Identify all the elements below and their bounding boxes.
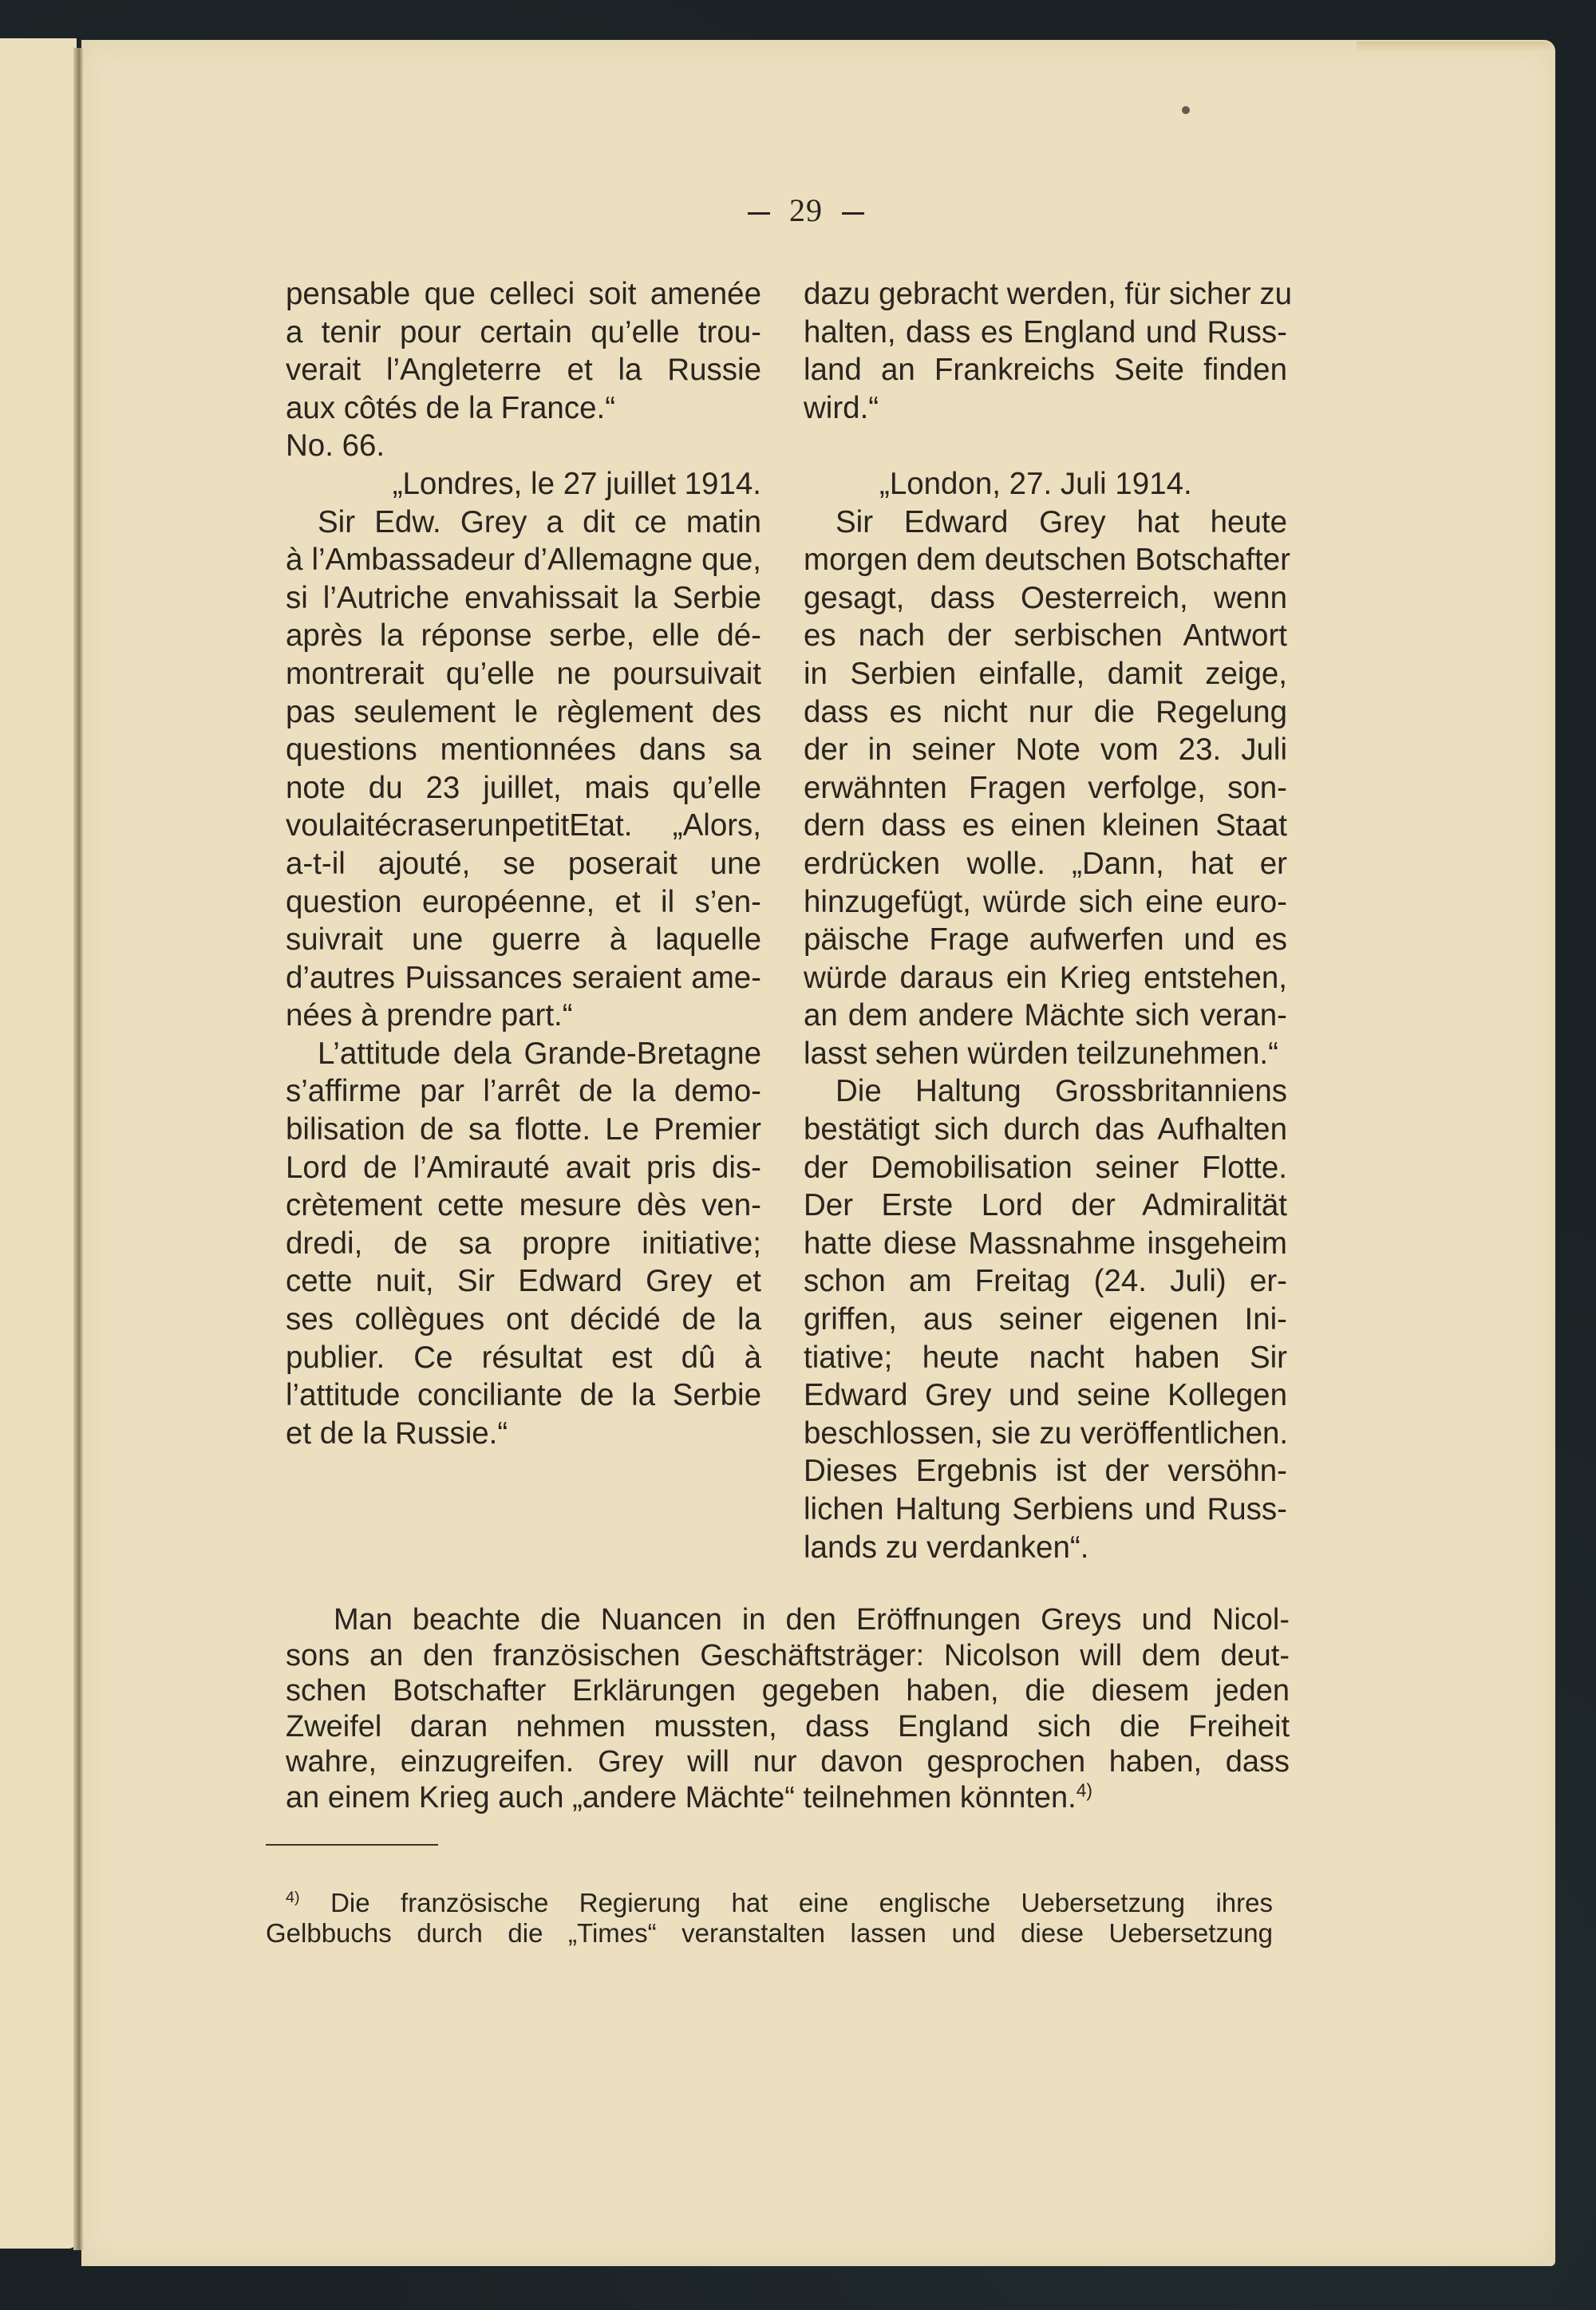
text-line-content: an einem Krieg auch „andere Mächte“ teilnehmen könnten. bbox=[286, 1780, 1077, 1814]
text-line: morgen dem deutschen Botschafter bbox=[804, 543, 1290, 578]
text-line: Edward Grey und seine Kollegen bbox=[804, 1378, 1287, 1413]
text-line: s’affirme par l’arrêt de la demo- bbox=[286, 1074, 761, 1109]
text-line: verait l’Angleterre et la Russie bbox=[286, 353, 761, 388]
text-line: gesagt, dass Oesterreich, wenn bbox=[804, 580, 1287, 615]
text-line: aux côtés de la France.“ bbox=[286, 390, 616, 425]
text-line: l’attitude conciliante de la Serbie bbox=[286, 1378, 761, 1413]
text-line: a tenir pour certain qu’elle trou- bbox=[286, 314, 761, 349]
page-number-dash-left bbox=[748, 212, 770, 215]
text-line-content: Die französische Regierung hat eine englische Uebersetzung ihres bbox=[330, 1888, 1274, 1917]
text-line: hatte diese Massnahme insgeheim bbox=[804, 1226, 1287, 1261]
text-line: Der Erste Lord der Admiralität bbox=[804, 1188, 1287, 1223]
book-gutter bbox=[73, 48, 83, 2250]
text-line: in Serbien einfalle, damit zeige, bbox=[804, 656, 1287, 691]
commentary-paragraph bbox=[286, 1602, 1290, 1815]
text-line: questions mentionnées dans sa bbox=[286, 732, 761, 768]
text-line: pensable que celleci soit amenée bbox=[286, 277, 761, 311]
page-stack-edge bbox=[1357, 41, 1551, 53]
text-line: der in seiner Note vom 23. Juli bbox=[804, 732, 1287, 768]
dateline: „London, 27. Juli 1914. bbox=[879, 466, 1192, 501]
text-line: L’attitude dela Grande-Bretagne bbox=[318, 1036, 761, 1071]
text-line: erwähnten Fragen verfolge, son- bbox=[804, 770, 1287, 805]
footnote-marker: 4) bbox=[286, 1889, 300, 1906]
text-line: montrerait qu’elle ne poursuivait bbox=[286, 656, 761, 691]
text-line: à l’Ambassadeur d’Allemagne que, bbox=[286, 543, 761, 578]
text-line: würde daraus ein Krieg entstehen, bbox=[804, 960, 1287, 995]
dateline: „Londres, le 27 juillet 1914. bbox=[392, 466, 761, 501]
text-line: schen Botschafter Erklärungen gegeben haben, die diesem jeden bbox=[286, 1674, 1290, 1708]
text-line: cette nuit, Sir Edward Grey et bbox=[286, 1264, 761, 1299]
text-line: Dieses Ergebnis ist der versöhn- bbox=[804, 1454, 1287, 1489]
text-line: dass es nicht nur die Regelung bbox=[804, 694, 1287, 729]
text-line: wahre, einzugreifen. Grey will nur davon gesprochen haben, dass bbox=[286, 1745, 1290, 1779]
page-number bbox=[702, 192, 910, 229]
text-line: dredi, de sa propre initiative; bbox=[286, 1226, 761, 1261]
text-line: et de la Russie.“ bbox=[286, 1416, 508, 1451]
document-number: No. 66. bbox=[286, 428, 385, 464]
blank-line bbox=[804, 427, 1287, 465]
footnote bbox=[266, 1888, 1273, 1949]
text-line: dern dass es einen kleinen Staat bbox=[804, 808, 1287, 843]
text-line: land an Frankreichs Seite finden bbox=[804, 353, 1287, 388]
text-line: wird.“ bbox=[804, 390, 879, 425]
text-line: lichen Haltung Serbiens und Russ- bbox=[804, 1492, 1287, 1526]
text-line: hinzugefügt, würde sich eine euro- bbox=[804, 884, 1287, 919]
text-line: crètement cette mesure dès ven- bbox=[286, 1188, 761, 1223]
text-line: ses collègues ont décidé de la bbox=[286, 1302, 761, 1337]
text-line: päische Frage aufwerfen und es bbox=[804, 922, 1287, 958]
text-line: Die Haltung Grossbritanniens bbox=[836, 1074, 1287, 1109]
text-line: Sir Edw. Grey a dit ce matin bbox=[318, 504, 761, 539]
text-line: Man beachte die Nuancen in den Eröffnungen Greys und Nicol- bbox=[334, 1603, 1290, 1637]
text-line: der Demobilisation seiner Flotte. bbox=[804, 1150, 1287, 1185]
text-line: lands zu verdanken“. bbox=[804, 1530, 1089, 1565]
text-line: question européenne, et il s’en- bbox=[286, 884, 761, 919]
text-line: Gelbbuchs durch die „Times“ veranstalten lassen und diese Uebersetzung bbox=[266, 1918, 1273, 1948]
text-line: beschlossen, sie zu veröffentlichen. bbox=[804, 1416, 1289, 1451]
text-line: après la réponse serbe, elle dé- bbox=[286, 618, 761, 654]
french-column bbox=[286, 275, 761, 1452]
text-line: bestätigt sich durch das Aufhalten bbox=[804, 1112, 1287, 1147]
text-line: es nach der serbischen Antwort bbox=[804, 618, 1287, 654]
text-line: si l’Autriche envahissait la Serbie bbox=[286, 580, 761, 615]
text-line: tiative; heute nacht haben Sir bbox=[804, 1340, 1287, 1375]
text-line: Zweifel daran nehmen mussten, dass England sich die Freiheit bbox=[286, 1709, 1290, 1743]
text-line: note du 23 juillet, mais qu’elle bbox=[286, 770, 761, 805]
text-line: erdrücken wolle. „Dann, hat er bbox=[804, 846, 1287, 881]
text-line: bilisation de sa flotte. Le Premier bbox=[286, 1112, 761, 1147]
german-column bbox=[804, 275, 1293, 1566]
text-line: dazu gebracht werden, für sicher zu bbox=[804, 277, 1293, 311]
text-line: schon am Freitag (24. Juli) er- bbox=[804, 1264, 1287, 1299]
text-line: sons an den französischen Geschäftsträger: Nicolson will dem deut- bbox=[286, 1638, 1290, 1672]
text-line: Lord de l’Amirauté avait pris dis- bbox=[286, 1150, 761, 1185]
text-line: suivrait une guerre à laquelle bbox=[286, 922, 761, 958]
text-line: a-t-il ajouté, se poserait une bbox=[286, 846, 761, 881]
text-line: griffen, aus seiner eigenen Ini- bbox=[804, 1302, 1287, 1337]
text-line: Sir Edward Grey hat heute bbox=[836, 504, 1287, 539]
text-line: nées à prendre part.“ bbox=[286, 998, 573, 1033]
text-line bbox=[266, 1888, 1273, 1918]
footnote-reference[interactable]: 4) bbox=[1076, 1779, 1092, 1800]
text-line: d’autres Puissances seraient ame- bbox=[286, 960, 761, 995]
footnote-separator bbox=[266, 1844, 438, 1846]
text-line: pas seulement le règlement des bbox=[286, 694, 761, 729]
page-number-value: 29 bbox=[789, 192, 823, 228]
text-line: voulaitécraserunpetitEtat. „Alors, bbox=[286, 808, 761, 843]
page-number-dash-right bbox=[842, 212, 864, 215]
text-line bbox=[286, 1780, 1290, 1816]
text-line: an dem andere Mächte sich veran- bbox=[804, 998, 1287, 1033]
text-line: publier. Ce résultat est dû à bbox=[286, 1340, 761, 1375]
text-line: lasst sehen würden teilzunehmen.“ bbox=[804, 1036, 1278, 1071]
previous-page-edge bbox=[0, 38, 77, 2249]
ink-spot bbox=[1182, 106, 1190, 114]
text-line: halten, dass es England und Russ- bbox=[804, 314, 1287, 349]
